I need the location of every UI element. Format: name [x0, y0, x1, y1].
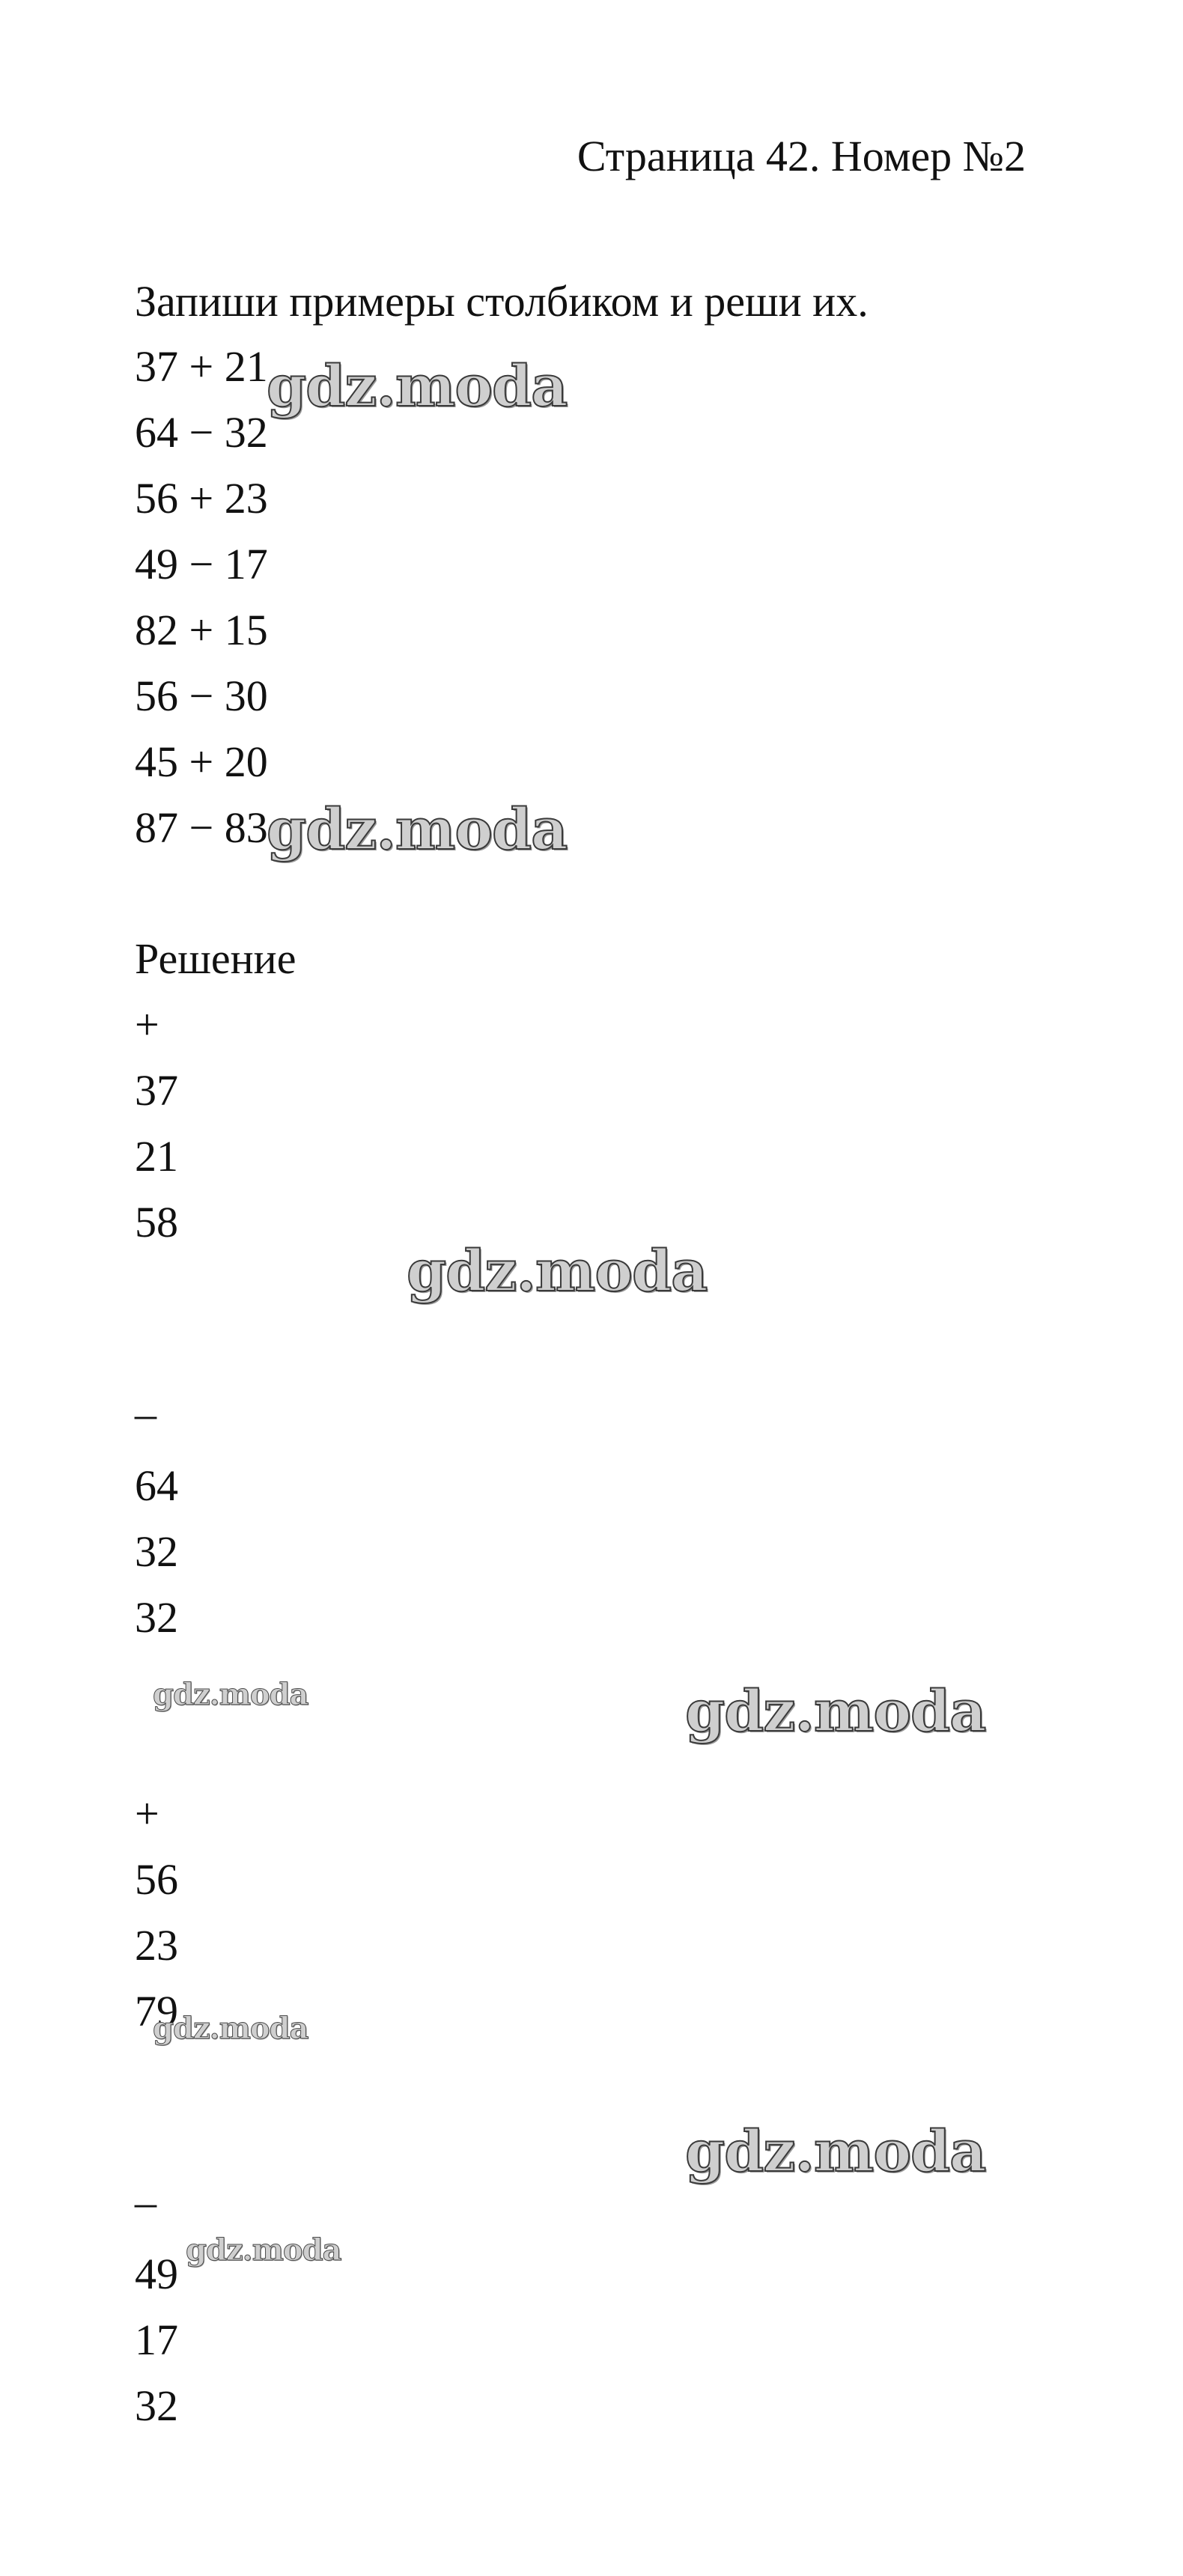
- solution-result: 79: [135, 1987, 178, 2035]
- solution-sign: +: [135, 1000, 159, 1049]
- example-line: 49 − 17: [135, 540, 268, 588]
- solution-operand: 21: [135, 1132, 178, 1181]
- example-line: 56 + 23: [135, 474, 268, 523]
- example-line: 87 − 83: [135, 803, 268, 852]
- watermark: gdz.moda: [267, 796, 568, 862]
- solution-sign: _: [135, 1374, 156, 1423]
- watermark: gdz.moda: [186, 2232, 341, 2268]
- solution-operand: 37: [135, 1066, 178, 1115]
- watermark: gdz.moda: [153, 1677, 308, 1712]
- watermark: gdz.moda: [685, 2118, 986, 2184]
- watermark: gdz.moda: [267, 353, 568, 419]
- solution-operand: 49: [135, 2250, 178, 2298]
- solution-sign: _: [135, 2163, 156, 2211]
- example-line: 64 − 32: [135, 408, 268, 457]
- solution-sign: +: [135, 1789, 159, 1838]
- example-line: 56 − 30: [135, 672, 268, 720]
- solution-title: Решение: [135, 934, 296, 983]
- watermark: gdz.moda: [407, 1237, 708, 1304]
- page-title: Страница 42. Номер №2: [577, 132, 1026, 180]
- solution-result: 58: [135, 1198, 178, 1246]
- example-line: 82 + 15: [135, 606, 268, 654]
- solution-operand: 32: [135, 1527, 178, 1576]
- solution-operand: 64: [135, 1461, 178, 1510]
- solution-result: 32: [135, 2381, 178, 2430]
- solution-operand: 23: [135, 1921, 178, 1970]
- solution-operand: 56: [135, 1855, 178, 1904]
- solution-operand: 17: [135, 2315, 178, 2364]
- example-line: 45 + 20: [135, 737, 268, 786]
- task-instruction: Запиши примеры столбиком и реши их.: [135, 277, 869, 326]
- example-line: 37 + 21: [135, 342, 268, 391]
- watermark: gdz.moda: [153, 2011, 308, 2046]
- watermark: gdz.moda: [685, 1678, 986, 1744]
- solution-result: 32: [135, 1593, 178, 1642]
